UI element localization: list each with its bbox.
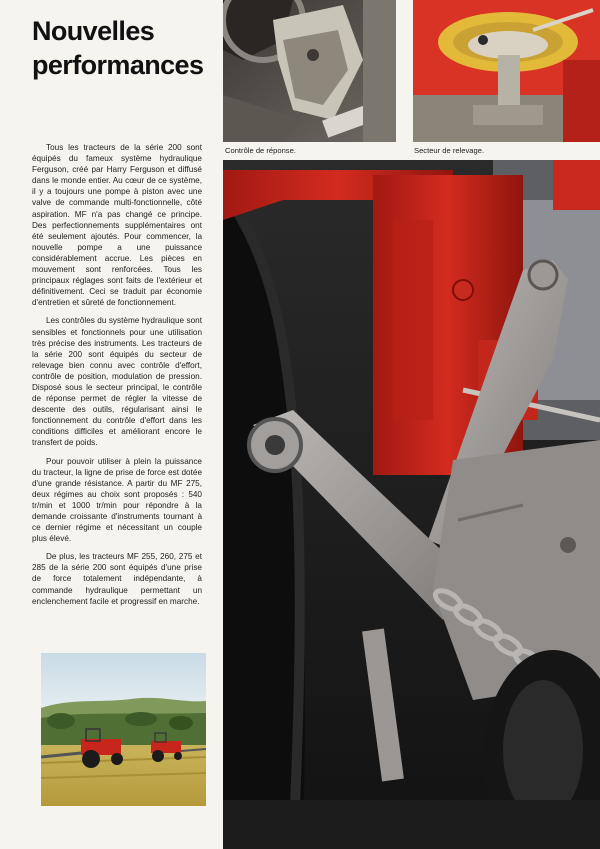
hitch-linkage-photo bbox=[223, 160, 600, 849]
paragraph-controls: Les contrôles du système hydraulique sont sensibles et fonctionnels pour une utilisation très précise des instruments. Les tracteurs de la série 200 sont équipés du secteur de relevage bien connu avec contrôle d'effort, contrôle de position, modulation de pression. Disposé sous le secteur principal, le contrôle de réponse permet de régler la vitesse de descente des outils, régularisant ainsi le fonctionnement du contrôle d'effort dans les conditions difficiles et améliorant encore le transfert de poids. bbox=[32, 316, 202, 448]
paragraph-power-take-off: Pour pouvoir utiliser à plein la puissance du tracteur, la ligne de prise de force est dotée d'une grande résistance. A partir du MF 275, deux régimes au choix sont proposés : 540 tr/min et 1000 tr/min pour répondre à la demande croissante d'instruments tournant à ce dernier régime et nécessitant un couple plus élevé. bbox=[32, 456, 202, 544]
caption-response-control: Contrôle de réponse. bbox=[225, 146, 296, 155]
paragraph-independent-pto: De plus, les tracteurs MF 255, 260, 275 et 285 de la série 200 sont équipés d'une prise de force totalement indépendante, à commande hydraulique permettant un enclenchement facile et progressif en marche. bbox=[32, 552, 202, 606]
caption-lift-sector: Secteur de relevage. bbox=[414, 146, 485, 155]
page-title-line2: performances bbox=[32, 50, 204, 80]
response-control-photo bbox=[223, 0, 396, 142]
lift-sector-photo bbox=[413, 0, 600, 142]
body-text bbox=[32, 142, 202, 614]
paragraph-hydraulic-system: Tous les tracteurs de la série 200 sont équipés du fameux système hydraulique Ferguson, créé par Harry Ferguson et diffusé dans le monde entier. Au cœur de ce système, il y a toujours une pompe à piston avec une valve de commande multi-fonctionnelle, côté aspiration. MF n'a pas changé ce principe. Des perfectionnements supplémentaires ont été seulement ajoutés. Pour commencer, la nouvelle pompe a une puissance considérablement accrue. Les pièces en mouvement sont renforcées. Tous les principaux réglages sont faits de l'extérieur et définitivement. Ceci se traduit par économie d'entretien et sûreté de fonctionnement. bbox=[32, 143, 202, 308]
tractors-field-photo bbox=[41, 653, 206, 806]
page-title-line1: Nouvelles bbox=[32, 16, 155, 46]
page-title bbox=[32, 14, 222, 82]
